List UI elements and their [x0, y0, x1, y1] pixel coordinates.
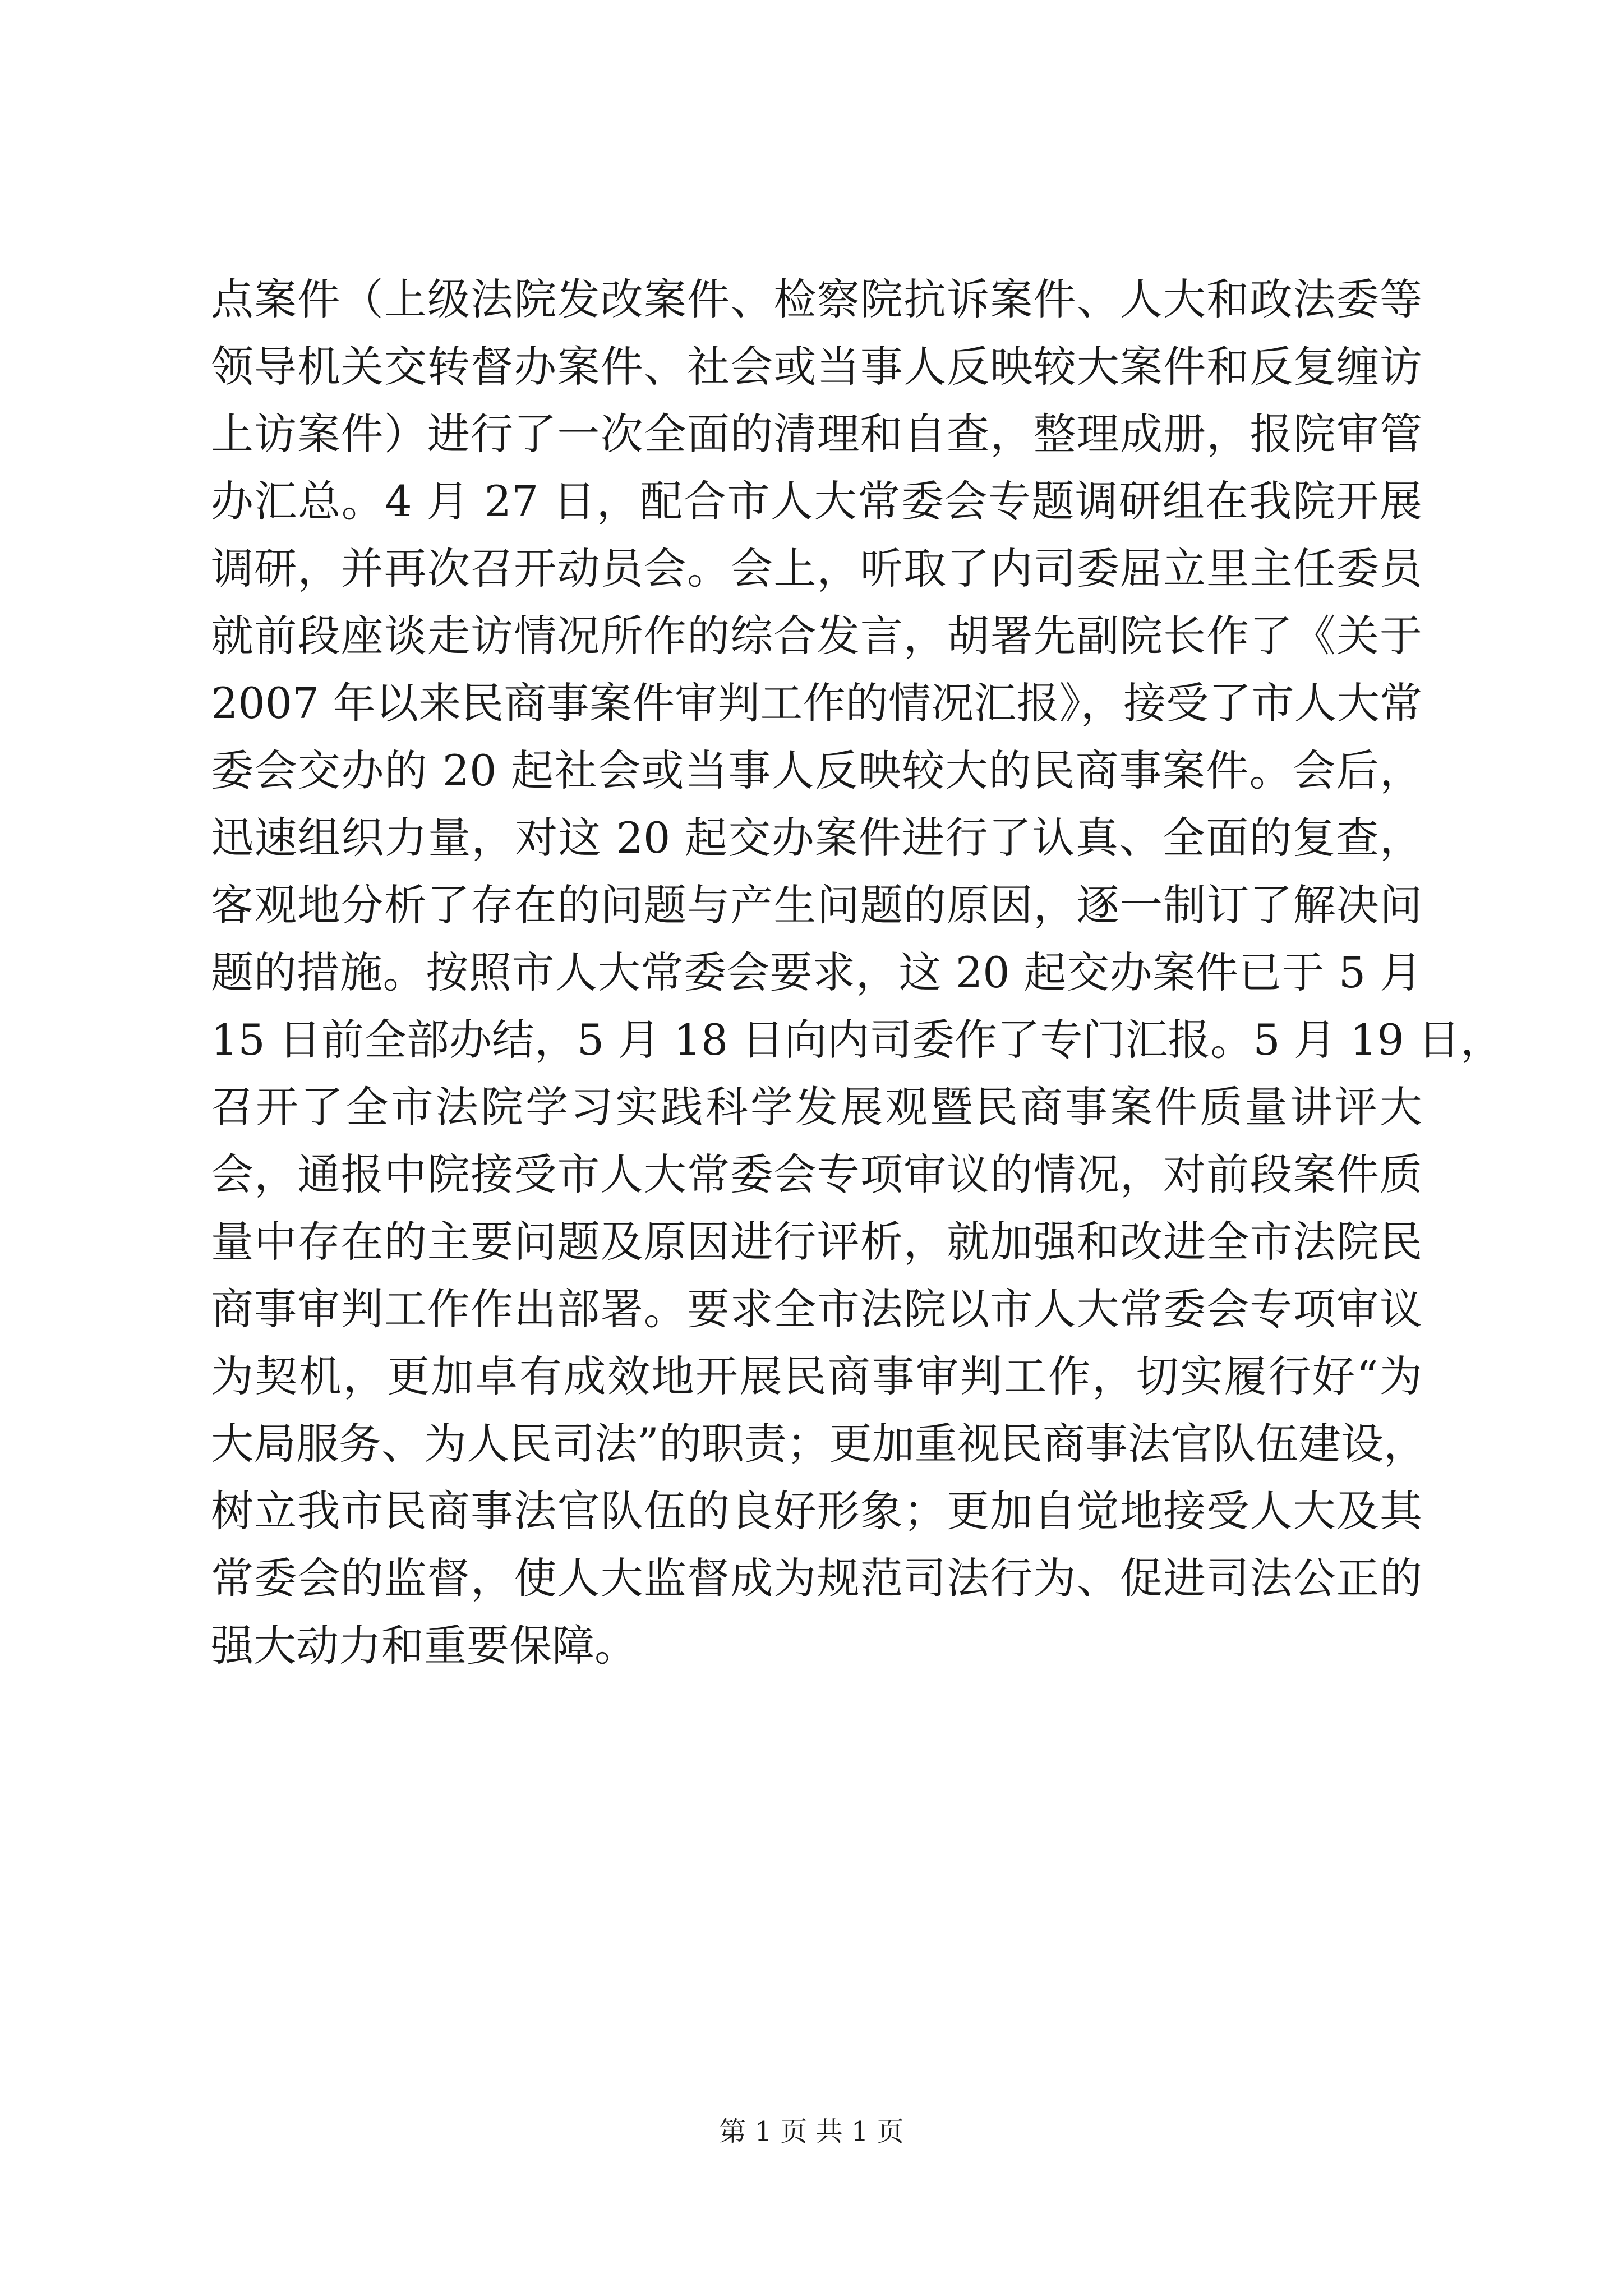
text-line: 强大动力和重要保障。	[211, 1621, 637, 1671]
text-line: 会，通报中院接受市人大常委会专项审议的情况，对前段案件质	[211, 1149, 1422, 1199]
text-line: 迅速组织力量，对这 20 起交办案件进行了认真、全面的复查，	[211, 813, 1422, 863]
text-line: 2007 年以来民商事案件审判工作的情况汇报》，接受了市人大常	[211, 678, 1422, 728]
text-line: 点案件（上级法院发改案件、检察院抗诉案件、人大和政法委等	[211, 274, 1422, 324]
text-line: 商事审判工作作出部署。要求全市法院以市人大常委会专项审议	[211, 1284, 1422, 1334]
text-line: 大局服务、为人民司法”的职责；更加重视民商事法官队伍建设，	[211, 1419, 1426, 1469]
text-line: 常委会的监督，使人大监督成为规范司法行为、促进司法公正的	[211, 1553, 1422, 1603]
body-paragraph	[211, 266, 1503, 1680]
text-line: 上访案件）进行了一次全面的清理和自查，整理成册，报院审管	[211, 409, 1422, 459]
text-line: 量中存在的主要问题及原因进行评析，就加强和改进全市法院民	[211, 1217, 1422, 1267]
text-line: 树立我市民商事法官队伍的良好形象；更加自觉地接受人大及其	[211, 1486, 1422, 1536]
text-line: 办汇总。4 月 27 日，配合市人大常委会专题调研组在我院开展	[211, 476, 1422, 526]
text-line: 领导机关交转督办案件、社会或当事人反映较大案件和反复缠访	[211, 342, 1422, 392]
text-line: 委会交办的 20 起社会或当事人反映较大的民商事案件。会后，	[211, 746, 1422, 795]
page-number-footer: 第 1 页 共 1 页	[719, 2116, 904, 2147]
text-line: 15 日前全部办结，5 月 18 日向内司委作了专门汇报。5 月 19 日，	[211, 1015, 1503, 1065]
text-line: 就前段座谈走访情况所作的综合发言，胡署先副院长作了《关于	[211, 611, 1422, 661]
text-line: 为契机，更加卓有成效地开展民商事审判工作，切实履行好“为	[211, 1351, 1422, 1401]
text-line: 召开了全市法院学习实践科学发展观暨民商事案件质量讲评大	[211, 1082, 1422, 1132]
text-line: 客观地分析了存在的问题与产生问题的原因，逐一制订了解决问	[211, 880, 1422, 930]
text-line: 调研，并再次召开动员会。会上，听取了内司委屈立里主任委员	[211, 544, 1422, 593]
text-line: 题的措施。按照市人大常委会要求，这 20 起交办案件已于 5 月	[211, 947, 1422, 997]
